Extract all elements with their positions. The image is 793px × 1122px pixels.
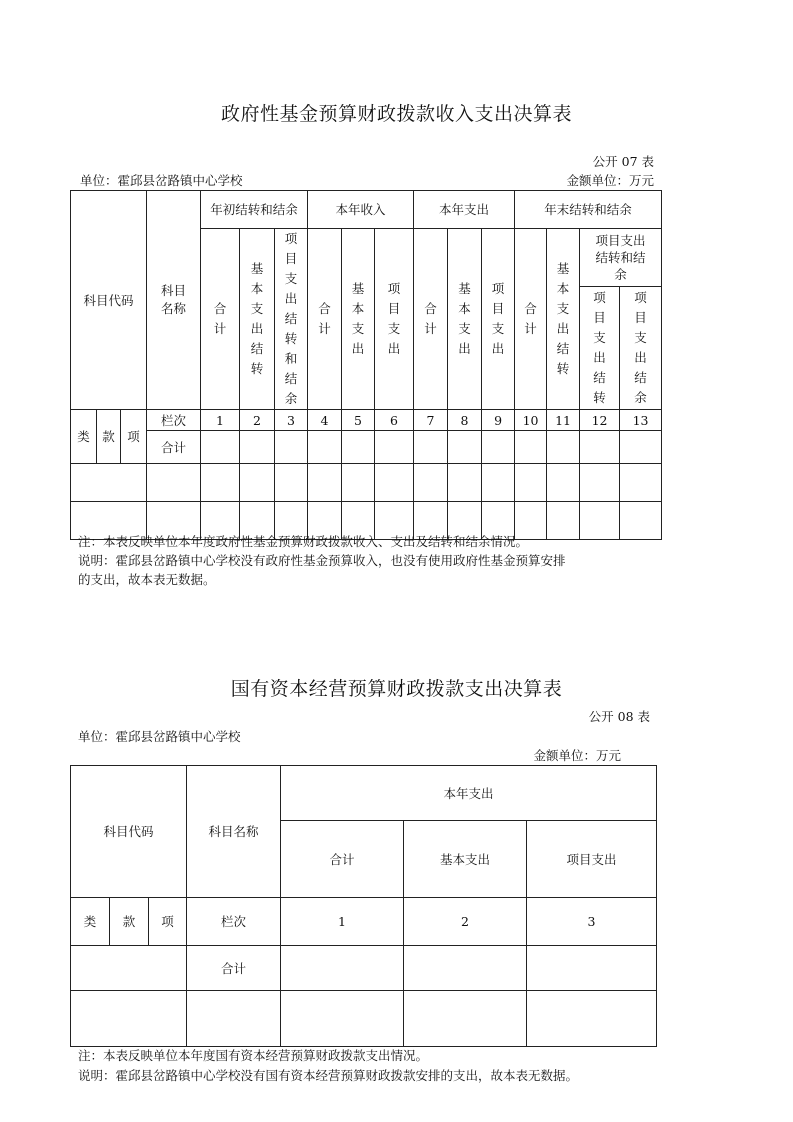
column-number: 8 xyxy=(448,410,482,431)
cell xyxy=(71,991,187,1047)
cell xyxy=(482,431,515,464)
cell xyxy=(308,464,342,502)
table-row xyxy=(71,464,662,502)
table1-unit-label: 单位：霍邱县岔路镇中心学校 xyxy=(80,173,243,188)
cell xyxy=(375,431,414,464)
column-number: 10 xyxy=(515,410,547,431)
header-lei: 类 xyxy=(71,410,97,464)
cell xyxy=(515,431,547,464)
total-row xyxy=(71,946,657,991)
total-row xyxy=(71,431,662,464)
cell xyxy=(448,431,482,464)
column-number: 3 xyxy=(527,898,657,946)
header-kuan: 款 xyxy=(110,898,149,946)
header-subject-code: 科目代码 xyxy=(71,191,147,410)
header-end-total: 合计 xyxy=(515,229,547,410)
header-lei: 类 xyxy=(71,898,110,946)
cell xyxy=(71,946,187,991)
table1-explain-line1: 说明：霍邱县岔路镇中心学校没有政府性基金预算收入，也没有使用政府性基金预算安排 xyxy=(78,553,566,568)
column-number: 2 xyxy=(240,410,275,431)
header-end-project-carry: 项目支出结转 xyxy=(580,286,620,409)
cell xyxy=(580,464,620,502)
cell xyxy=(187,991,281,1047)
header-group-income: 本年收入 xyxy=(308,191,414,229)
total-row-label: 合计 xyxy=(147,431,201,464)
cell xyxy=(620,464,662,502)
cell xyxy=(414,464,448,502)
cell xyxy=(71,464,147,502)
cell xyxy=(375,464,414,502)
cell xyxy=(527,991,657,1047)
header-end-project-group: 项目支出结转和结余 xyxy=(580,229,662,287)
column-number: 7 xyxy=(414,410,448,431)
table1 xyxy=(70,190,662,540)
header-xiang: 项 xyxy=(121,410,147,464)
cell xyxy=(414,431,448,464)
header-group-expense: 本年支出 xyxy=(281,766,657,821)
header-subject-name: 科目名称 xyxy=(147,191,201,410)
header-group-end: 年末结转和结余 xyxy=(515,191,662,229)
cell xyxy=(404,946,527,991)
header-income-project: 项目支出 xyxy=(375,229,414,410)
column-number: 5 xyxy=(342,410,375,431)
column-number: 3 xyxy=(275,410,308,431)
header-subject-code: 科目代码 xyxy=(71,766,187,898)
cell xyxy=(308,431,342,464)
table1-title: 政府性基金预算财政拨款收入支出决算表 xyxy=(220,103,572,125)
total-row-label: 合计 xyxy=(187,946,281,991)
column-number: 1 xyxy=(201,410,240,431)
header-begin-basic-carry: 基本支出结转 xyxy=(240,229,275,410)
cell xyxy=(240,464,275,502)
table1-note: 注：本表反映单位本年度政府性基金预算财政拨款收入、支出及结转和结余情况。 xyxy=(78,534,529,549)
header-expense-basic: 基本支出 xyxy=(448,229,482,410)
header-group-expense: 本年支出 xyxy=(414,191,515,229)
table2 xyxy=(70,765,657,1047)
table2-note: 注：本表反映单位本年度国有资本经营预算财政拨款支出情况。 xyxy=(78,1048,429,1063)
column-number: 13 xyxy=(620,410,662,431)
table2-title: 国有资本经营预算财政拨款支出决算表 xyxy=(230,678,563,700)
table2-unit-label: 单位：霍邱县岔路镇中心学校 xyxy=(78,729,241,744)
column-number: 9 xyxy=(482,410,515,431)
column-number-row xyxy=(71,898,657,946)
cell xyxy=(448,464,482,502)
header-begin-project-carry-balance: 项目支出结转和结余 xyxy=(275,229,308,410)
cell xyxy=(620,431,662,464)
table1-explain-line2: 的支出，故本表无数据。 xyxy=(78,572,216,587)
table1-amount-unit: 金额单位：万元 xyxy=(566,173,654,188)
header-income-total: 合计 xyxy=(308,229,342,410)
header-subject-name: 科目名称 xyxy=(187,766,281,898)
cell xyxy=(201,464,240,502)
cell xyxy=(404,991,527,1047)
column-number-label: 栏次 xyxy=(147,410,201,431)
header-expense-total: 合计 xyxy=(281,821,404,898)
cell xyxy=(281,991,404,1047)
cell xyxy=(275,431,308,464)
column-number: 4 xyxy=(308,410,342,431)
cell xyxy=(201,431,240,464)
header-end-project-balance: 项目支出结余 xyxy=(620,286,662,409)
cell xyxy=(281,946,404,991)
cell xyxy=(342,464,375,502)
cell xyxy=(342,431,375,464)
table-row xyxy=(71,991,657,1047)
header-end-basic-carry: 基本支出结转 xyxy=(547,229,580,410)
column-number-row xyxy=(71,410,662,431)
cell xyxy=(482,464,515,502)
table1-code: 公开 07 表 xyxy=(592,154,654,169)
column-number-label: 栏次 xyxy=(187,898,281,946)
header-expense-project: 项目支出 xyxy=(482,229,515,410)
column-number: 11 xyxy=(547,410,580,431)
table2-code: 公开 08 表 xyxy=(588,709,650,724)
header-kuan: 款 xyxy=(97,410,121,464)
header-begin-total: 合计 xyxy=(201,229,240,410)
cell xyxy=(515,464,547,502)
header-expense-basic: 基本支出 xyxy=(404,821,527,898)
column-number: 2 xyxy=(404,898,527,946)
cell xyxy=(275,464,308,502)
header-expense-project: 项目支出 xyxy=(527,821,657,898)
header-income-basic: 基本支出 xyxy=(342,229,375,410)
cell xyxy=(547,464,580,502)
cell xyxy=(240,431,275,464)
table2-amount-unit: 金额单位：万元 xyxy=(533,748,621,763)
header-xiang: 项 xyxy=(149,898,187,946)
column-number: 1 xyxy=(281,898,404,946)
cell xyxy=(580,431,620,464)
cell xyxy=(527,946,657,991)
header-expense-total: 合计 xyxy=(414,229,448,410)
column-number: 12 xyxy=(580,410,620,431)
column-number: 6 xyxy=(375,410,414,431)
cell xyxy=(147,464,201,502)
header-group-begin: 年初结转和结余 xyxy=(201,191,308,229)
table2-explain: 说明：霍邱县岔路镇中心学校没有国有资本经营预算财政拨款安排的支出，故本表无数据。 xyxy=(78,1068,579,1083)
cell xyxy=(547,431,580,464)
